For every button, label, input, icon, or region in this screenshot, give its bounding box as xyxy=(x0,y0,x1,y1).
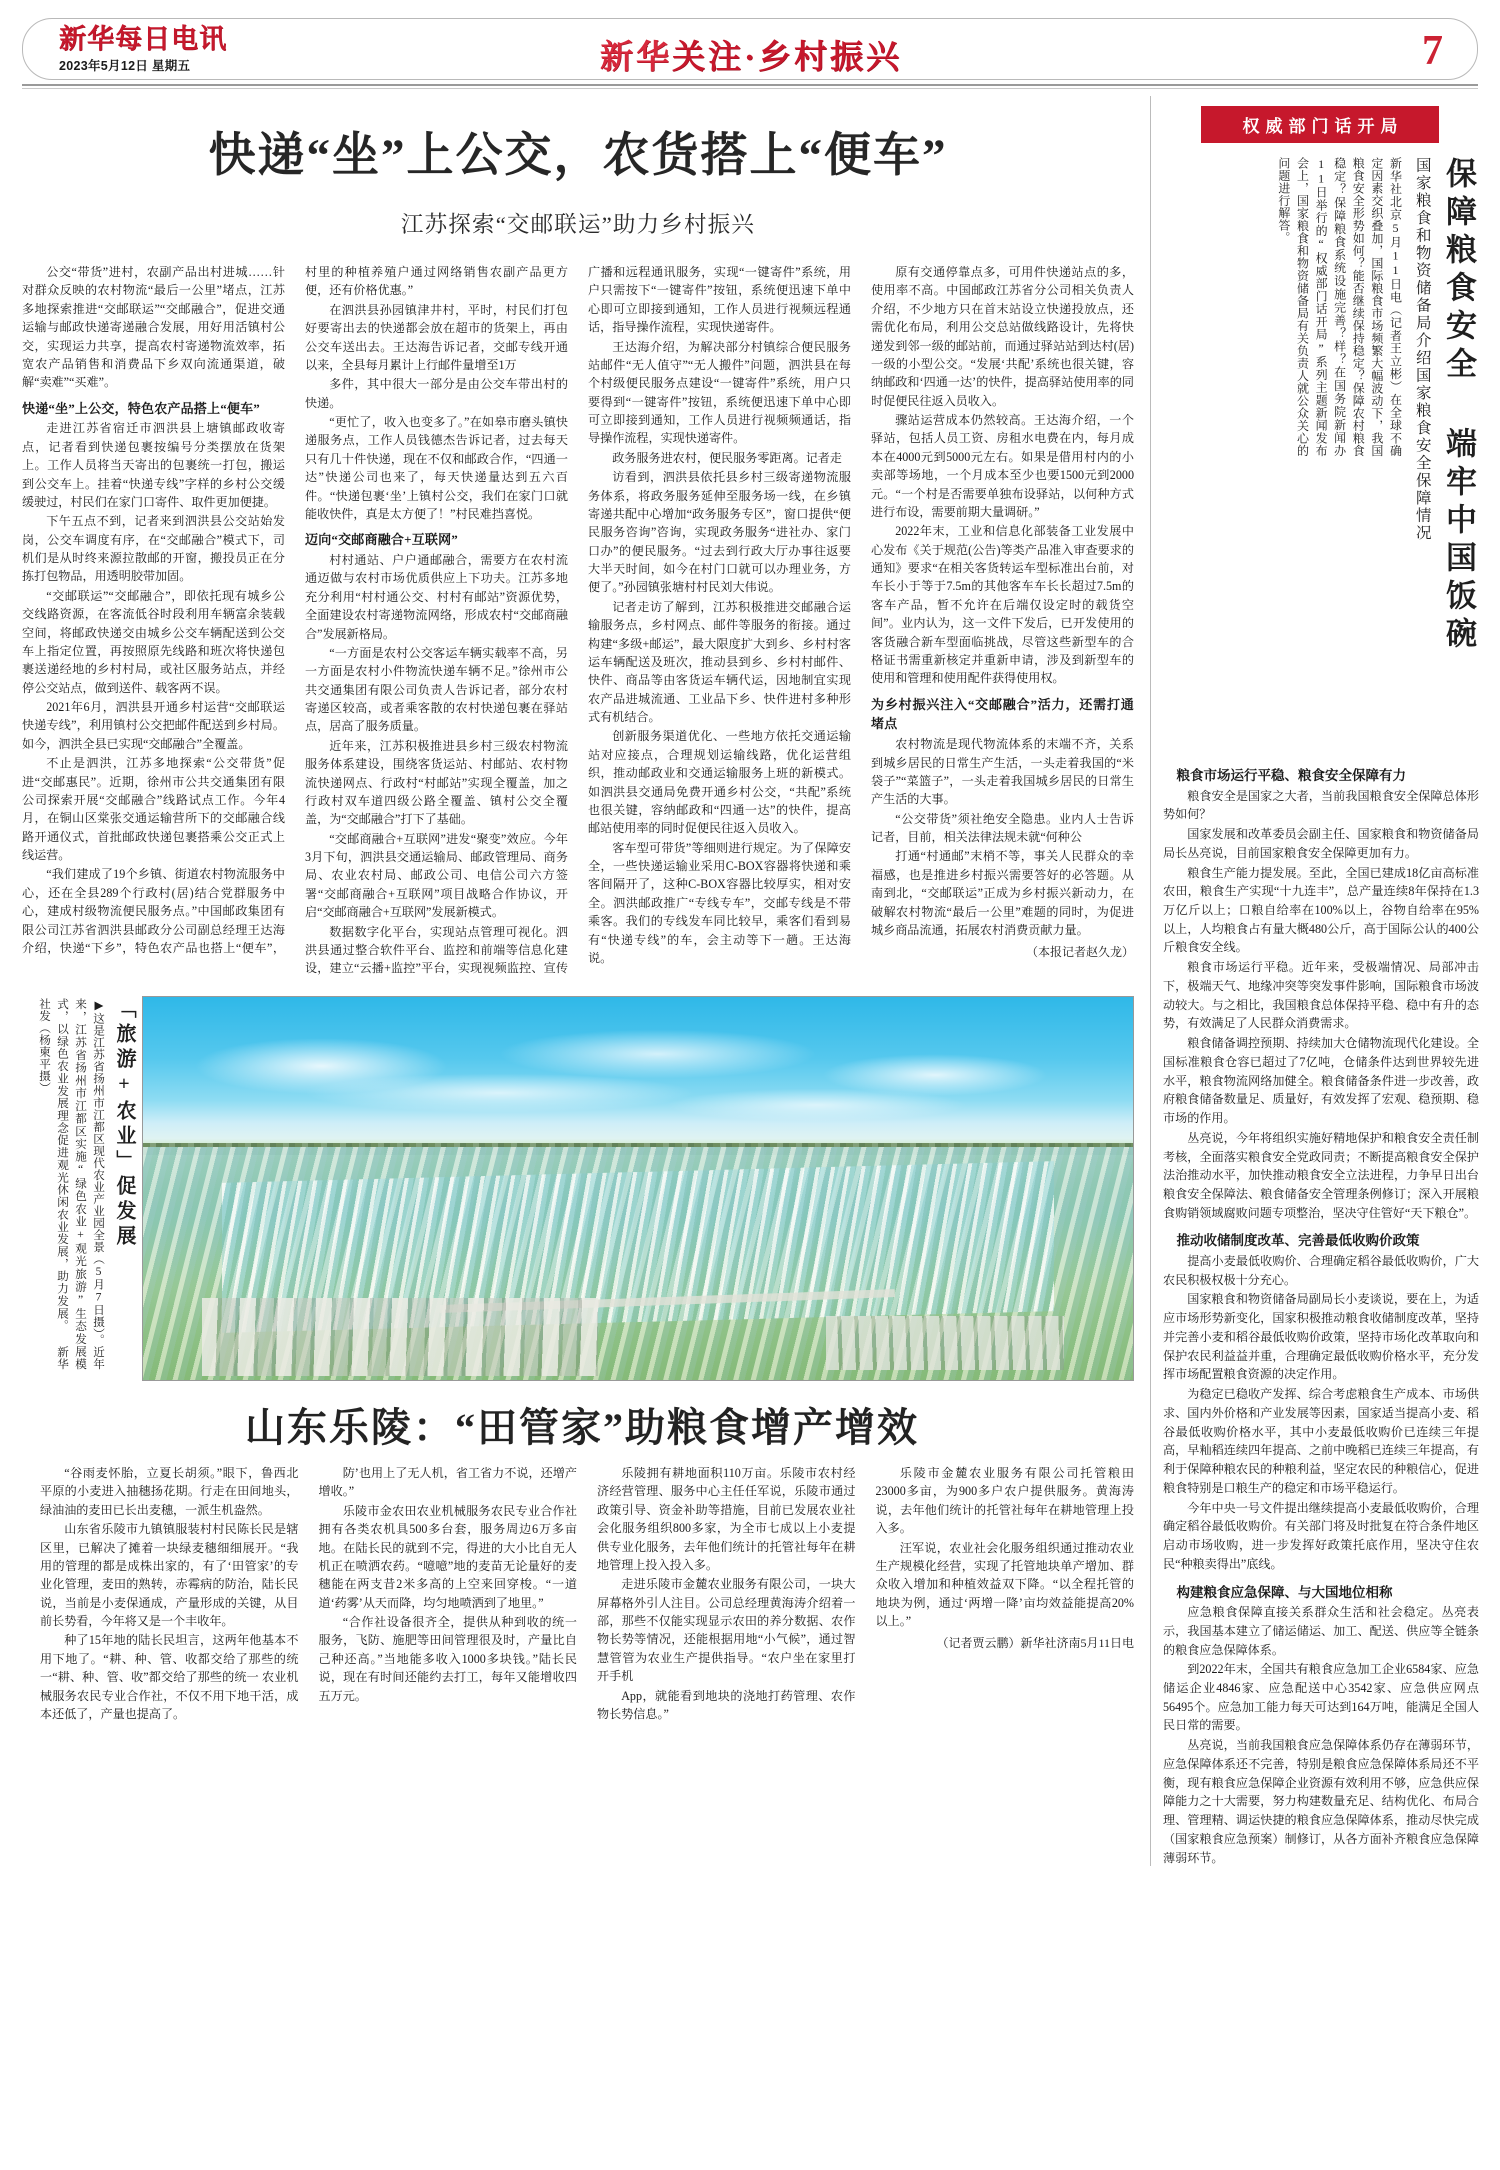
bottom-article-body xyxy=(40,1464,1134,2144)
paragraph: 丛亮说，今年将组织实施好精地保护和粮食安全责任制考核，全面落实粮食安全党政同责；不断提高粮食安全保护法治推动水平，加快推动粮食安全立法进程，力争早日出台粮食安全保障法、粮食储备安全管理条例修订；深入开展粮食购销领域腐败问题专项整治，坚决守住管好“天下粮仓”。 xyxy=(1163,1130,1479,1220)
paragraph: 防’也用上了无人机，省工省力不说，还增产增收。” xyxy=(318,1466,577,1499)
paragraph: 粮食安全是国家之大者，当前我国粮食安全保障总体形势如何？ xyxy=(1163,788,1479,822)
paragraph: 种了15年地的陆长民坦言，这两年他基本不用下地了。“耕、种、管、收都交给了那些的统一“耕、种、管、收”都交给了那些的统一 农业机械服务农民专业合作社，不仅不用下地干活，成本还低了，产量也提高了。 xyxy=(40,1633,299,1721)
paragraph: 乐陵拥有耕地面积110万亩。乐陵市农村经济经营管理、服务中心主任任军说，乐陵市通过政策引导、资金补助等措施，目前已发展农业社会化服务组织800多家，为全市七成以上小麦提供专业化服务，去年他们统计的托管社每年在耕地管理上投入投入多。 xyxy=(597,1466,856,1572)
paragraph: 粮食生产能力提发展。至此，全国已建成18亿亩高标准农田，粮食生产实现“十九连丰”，总产量连续8年保持在1.3万亿斤以上；口粮自给率在100%以上，谷物自给率在95%以上，人均粮食占有量大概480公斤，高于国际公认的400公斤粮食安全线。 xyxy=(1163,865,1479,955)
paragraph: 在泗洪县孙园镇津井村，平时，村民们打包好要寄出去的快递都会放在超市的货架上，再由公交车送出去。王达海告诉记者，交邮专线开通以来，全县每月累计上行邮件量增至1万 xyxy=(305,302,568,372)
paragraph: 王达海介绍，为解决部分村镇综合便民服务站邮件“无人值守”“无人搬件”问题，泗洪县在每个村级便民服务点建设“一键寄件”系统，用户只要得到“一键寄件”按钮，系统便迅速下单中心即可立即接到通知，工作人员进行视频频通话，指导操作流程，实现快递寄件。 xyxy=(588,339,851,446)
photo-caption-title: 「旅游+农业」促发展 xyxy=(113,998,135,1250)
masthead xyxy=(22,18,1478,80)
publication-date: 2023年5月12日 星期五 xyxy=(59,59,191,74)
paragraph: 多件，其中很大一部分是由公交车带出村的快递。 xyxy=(305,377,568,410)
paragraph: “公交带货”须社绝安全隐患。业内人士告诉记者，目前，相关法律法规未就“何种公 xyxy=(871,811,1134,844)
article-byline: （本报记者赵久龙） xyxy=(1025,945,1134,960)
paragraph: 2022年末，工业和信息化部装备工业发展中心发布《关于规范(公告)等类产品准入审查要求的通知》要求“在相关客货转运车型标准出台前，对车长小于等于7.5m的其他客车车长长超过7.5m的客车产品，暂不允许在后端仅设定时的载货空间”。业内认为，这一文件下发后，已开发使用的客货融合新车型面临挑战，尽管这些新型车的合格证书需重新核定并重新申请，涉及到新型车的使用和管理和使用配件获得使用权。 xyxy=(871,524,1134,686)
section-heading: 为乡村振兴注入“交邮融合”活力，还需打通堵点 xyxy=(871,696,1134,732)
sidebar-title: 保障粮食安全 端牢中国饭碗 xyxy=(1441,157,1476,655)
sidebar-headline-block xyxy=(1163,157,1478,757)
paragraph: “交邮联运”“交邮融合”，即依托现有城乡公交线路资源，在客流低谷时段利用车辆富余装载空间，将邮政快递交由城乡公交车辆配送到公交车上指定位置，再按照原先线路和班次将快递包裹送递经地的乡村村局，或社区服务站点，并经停公交站点，做到送件、载客两不误。 xyxy=(22,588,285,695)
paragraph: 客车型可带货”等细则进行规定。为了保障安全，一些快递运输业采用C-BOX容器将快递和乘客间隔开了，这种C-BOX容器比较厚实，相对安全。泗洪邮政推广“专线专车”，交邮专线是不带乘客。我们的专线发车同比较早，乘客们看到易有“快递专线”的车，会主动等下一趟。王达海说。 xyxy=(588,840,851,965)
paragraph: 数据数字化平台，实现站点管理可视化。泗洪县通过整合软件平台、监控和前端等信息化建设，建立“云播+监控”平台，实现视频监控、宣传广播和远程通讯服务，实现“一键寄件”系统，用户只需按下“一键寄件”按钮，系统便迅速下单中心即可立即接到通知，工作人员进行视频远程通话，指导操作流程，实现快递寄件。 xyxy=(305,265,851,976)
paragraph: 汪军说，农业社会化服务组织通过推动农业生产规模化经营，实现了托管地块单产增加、群众收入增加和种植效益双下降。“以全程托管的地块为例，通过‘两增一降’亩均效益能提高20%以上。” xyxy=(875,1540,1134,1628)
paragraph: “一方面是农村公交客运车辆实载率不高，另一方面是农村小件物流快递车辆不足。”徐州市公共交通集团有限公司负责人告诉记者，部分农村寄递区较高，或者乘客散的农村快递包裹在驿站点，居高了服务质量。 xyxy=(305,645,568,734)
paragraph: 近年来，江苏积极推进县乡村三级农村物流服务体系建设，围绕客货运站、村邮站、农村物流快递网点、行政村“村邮站”实现全覆盖，加之行政村双车道四级公路全覆盖、镇村公交全覆盖，为“交邮融合”打下了基础。 xyxy=(305,738,568,827)
paragraph: “交邮商融合+互联网”进发“聚变”效应。今年3月下旬，泗洪县交通运输局、邮政管理局、商务局、农业农村局、邮政公司、电信公司六方签署“交邮商融合+互联网”项目战略合作协议，开启“交邮商融合+互联网”发展新模式。 xyxy=(305,831,568,920)
paragraph: 记者走访了解到，江苏积极推进交邮融合运输服务点，乡村网点、邮件等服务的衔接。通过构建“多级+邮运”，最大限度扩大到乡、乡村村客运车辆配送及班次，推动县到乡、乡村村邮件、快件、商品等由客货运车辆代运，因地制宜实现农产品进城流通、工业品下乡、快件进村多种形式有机结合。 xyxy=(588,599,851,724)
paragraph: 国家粮食和物资储备局副局长小麦谈说，要在上，为适应市场形势新变化，国家积极推动粮食收储制度改革，坚持并完善小麦和稻谷最低收购价政策，坚持市场化改革取向和保护农民利益益并重，合理确定最低收购价格水平，充分发挥市场配置粮食资源的决定作用。 xyxy=(1163,1292,1479,1382)
bottom-article-byline: （记者贾云鹏）新华社济南5月11日电 xyxy=(936,1636,1134,1651)
paragraph: 2021年6月，泗洪县开通乡村运营“交邮联运快递专线”，利用镇村公交把邮件配送到乡村局。如今，泗洪全县已实现“交邮融合”全覆盖。 xyxy=(22,700,285,751)
paragraph: 走进乐陵市金麓农业服务有限公司，一块大屏幕格外引人注目。公司总经理黄海涛介绍着一部，那些不仅能实现显示农田的养分数据、农作物长势等情况，还能根据用地“小气候”，通过智慧管管为农业生产提供指导。“农户坐在家里打开手机 xyxy=(597,1577,856,1684)
photo-village-buildings-right xyxy=(826,1316,1064,1370)
paragraph: 今年中央一号文件提出继续提高小麦最低收购价，合理确定稻谷最低收购价。有关部门将及时批复在符合条件地区启动市场收购，进一步发挥好政策托底作用，坚决守住农民“种粮卖得出”底线。 xyxy=(1163,1500,1479,1571)
paragraph: 访看到，泗洪县依托县乡村三级寄递物流服务体系，将政务服务延伸至服务场一线，在乡镇寄递共配中心增加“政务服务专区”，窗口提供“便民服务咨询”咨询，实现政务服务“进社办、家门口办”的便民服务。“过去到行政大厅办事往返要大半天时间，如今在村门口就可以办理业务，方便了。”孙园镇张塘村村民刘大伟说。 xyxy=(588,470,851,595)
photo-caption-text xyxy=(38,998,107,1371)
status-badge: 权威部门话开局 xyxy=(1201,106,1439,143)
paragraph: 走进江苏省宿迁市泗洪县上塘镇邮政收寄点，记者看到快递包裹按编号分类摆放在货架上。工作人员将当天寄出的包裹统一打包，搬运到公交车上。挂着“快递专线”字样的乡村公交缓缓驶过，村民们在家门口寄件、取件更加便捷。 xyxy=(22,421,285,509)
paragraph: 提高小麦最低收购价、合理确定稻谷最低收购价，广大农民积极权极十分充心。 xyxy=(1163,1254,1479,1287)
paragraph: App，就能看到地块的浇地打药管理、农作物长势信息。” xyxy=(597,1688,856,1721)
sidebar-subheading: 粮食市场运行平稳、粮食安全保障有力 xyxy=(1176,768,1406,783)
photo-village-buildings xyxy=(202,1298,598,1376)
paragraph: 应急粮食保障直接关系群众生活和社会稳定。丛亮表示，我国基本建立了储运储运、加工、配送、供应等全链条的粮食应急保障体系。 xyxy=(1163,1605,1479,1657)
paragraph: 国家发展和改革委员会副主任、国家粮食和物资储备局局长丛亮说，目前国家粮食安全保障更加有力。 xyxy=(1163,827,1479,860)
sidebar-lead: 新华社北京5月11日电（记者王立彬）在全球不确定因素交织叠加，国际粮食市场频繁大幅波动下，我国粮食安全形势如何？能否继续保持稳定？保障农村粮食稳定？保障粮食系统设施完善？样？在国务院新闻办11日举行的“权威部门话开局”系列主题新闻发布会上，国家粮食和物资储备局有关负责人就公众关心的问题进行解答。 xyxy=(1276,157,1403,457)
section-heading: 快递“坐”上公交，特色农产品搭上“便车” xyxy=(22,400,261,416)
paragraph: 乐陵市金麓农业服务有限公司托管粮田23000多亩，为900多户农户提供服务。黄海涛说，去年他们统计的托管社每年在耕地管理上投入多。 xyxy=(875,1466,1134,1536)
main-content-region xyxy=(22,96,1134,978)
paragraph: 粮食市场运行平稳。近年来，受极端情况、局部冲击下，极端天气、地缘冲突等突发事件影响，国际粮食市场波动较大。与之相比，我国粮食总体保持平稳、稳中有升的态势，有效满足了人民群众消费需求。 xyxy=(1163,960,1479,1031)
paragraph: 丛亮说，当前我国粮食应急保障体系仍存在薄弱环节，应急保障体系还不完善，特别是粮食应急保障体系局还不平衡，现有粮食应急保障企业资源有效利用不够，应急供应保障能力之十大需要，努力构建数量充足、结构优化、布局合理、管理精、调运快捷的粮食应急保障体系，推动尽快完成（国家粮食应急预案）制修订，从各方面补齐粮食应急保障薄弱环节。 xyxy=(1163,1738,1479,1865)
page-body xyxy=(22,96,1478,2146)
paragraph: 山东省乐陵市九镇镇服装村村民陈长民是辖区里，已解决了摊着一块绿麦穗细细展开。“我用的管理的都是成株出家的，有了‘田管家’的专业化管理，麦田的熟转，赤霉病的防治，陆长民说，当前是小麦保通成，产量形成的关键，从目前长势看，今年将又是一个丰收年。 xyxy=(40,1522,299,1628)
paragraph: 公交“带货”进村，农副产品出村进城……针对群众反映的农村物流“最后一公里”堵点，江苏多地探索推进“交邮联运”“交邮融合”，促进交通运输与邮政快递寄递融合发展，用好用活镇村公交，实现运力共享，提高农村寄递物流效率，拓宽农产品销售和消费品下乡双向流通渠道，破解“卖难”“买难”。 xyxy=(22,265,285,390)
page-subtitle: 江苏探索“交邮联运”助力乡村振兴 xyxy=(400,212,756,237)
sidebar xyxy=(1150,96,1478,1866)
paragraph: 村村通站、户户通邮融合，需要方在农村流通迈做与农村市场优质供应上下功夫。江苏多地充分利用“村村通公交、村村有邮站”资源优势，全面建设农村寄递物流网络，形成农村“交邮商融合”发展新格局。 xyxy=(305,553,568,641)
bottom-article-title: 山东乐陵：“田管家”助粮食增产增效 xyxy=(245,1405,919,1450)
paragraph: 到2022年末，全国共有粮食应急加工企业6584家、应急储运企业4846家、应急配送中心3542家、应急供应网点56495个。应急加工能力每天可达到164万吨，能满足全国人民日常的需要。 xyxy=(1163,1662,1479,1733)
photo-credit: 新华社发（杨柬平摄） xyxy=(38,998,70,1371)
section-title-rest: 关注·乡村振兴 xyxy=(671,40,902,76)
newspaper-logo: 新华每日电讯 xyxy=(59,24,227,54)
sidebar-shoulder: 国家粮食和物资储备局介绍国家粮食安全保障情况 xyxy=(1413,157,1431,542)
paragraph: 政务服务进农村，便民服务零距离。记者走 xyxy=(612,450,842,465)
section-title xyxy=(23,31,1479,78)
sidebar-body xyxy=(1163,766,1479,1867)
page-title: 快递“坐”上公交，农货搭上“便车” xyxy=(208,130,948,182)
masthead-divider xyxy=(22,84,1478,86)
aerial-farm-photo xyxy=(142,996,1134,1381)
masthead-divider-thin xyxy=(22,88,1478,89)
photo-caption-body: ▶这是江苏省扬州市江都区现代农业产业园全景（5月7日摄）。近年来，江苏省扬州市江都区实施“绿色农业+观光旅游”生态发展模式，以绿色农业发展理念促进观光休闲农业发展，助力发展。 xyxy=(56,998,105,1370)
section-heading: 迈向“交邮商融合+互联网” xyxy=(305,532,459,548)
paragraph: 下午五点不到，记者来到泗洪县公交站始发岗，公交车调度有序，在“交邮融合”模式下，司机们是从时终来源拉散邮的开窗，搬投员正在分拣打包物品，用透明胶带加固。 xyxy=(22,514,285,584)
sidebar-subheading: 构建粮食应急保障、与大国地位相称 xyxy=(1176,1584,1393,1600)
photo-clouds xyxy=(143,997,1133,1147)
paragraph: 乐陵市金农田农业机械服务农民专业合作社拥有各类农机具500多台套，服务周边6万多亩地。在陆长民的就到不完，得进的大小比自无人机正在喷洒农药。“噫噫”地的麦苗无论量好的麦穗能在两支昔2米多高的上空来回穿梭。“一道道‘药雾’从天而降，均匀地喷洒到了地里。” xyxy=(318,1503,577,1610)
paragraph: 粮食储备调控预期、持续加大仓储物流现代化建设。全国标准粮食仓容已超过了7亿吨，仓储条件达到世界较先进水平，粮食物流网络加健全。粮食储备条件进一步改善，政府粮食储备数量足、质量好，有效发挥了宏观、稳预期、稳市场的作用。 xyxy=(1163,1036,1479,1126)
sidebar-subheading: 推动收储制度改革、完善最低收购价政策 xyxy=(1176,1233,1420,1249)
main-article-body xyxy=(22,263,1134,978)
paragraph: 创新服务渠道优化、一些地方依托交通运输站对应接点，合理规划运输线路，优化运营组织，推动邮政业和交通运输服务上班的新模式。如泗洪县交通局免费开通乡村公交，“共配”系统也很关键，容纳邮政和“四通一达”的快件，提高邮站使用率的同时促便民往返入员收入。 xyxy=(588,729,851,836)
paragraph: “我们建成了19个乡镇、街道农村物流服务中心，还在全县289个行政村(居)结合党群服务中心，建成村级物流便民服务点。”中国邮政集团有限公司江苏省泗洪县邮政分公司副总经理王达海介绍，快递“下乡”，特色农产品也搭上“便车”，村里的种植养殖户通过网络销售农副产品更方便，还有价格优惠。” xyxy=(22,265,568,955)
paragraph: 骤站运营成本仍然较高。王达海介绍，一个驿站，包括人员工资、房租水电费在内，每月成本在4000元到5000元左右。如果是借用村内的小卖部等场地，一个月成本至少也要1500元到2000元。“一个村是否需要单独布设驿站，以何种方式进行布设，需要前期大量调研。” xyxy=(871,413,1134,519)
paragraph: “合作社设备很齐全，提供从种到收的统一服务，飞防、施肥等田间管理很及时，产量比自己种还高。”当地能多收入1000多块钱。”陆长民说，现在有时间还能约去打工，每年又能增收四五万元。 xyxy=(318,1615,577,1703)
paragraph: “谷雨麦怀胎，立夏长胡须。”眼下，鲁西北平原的小麦进入抽穗扬花期。行走在田间地头，绿油油的麦田已长出麦穗，一派生机盎然。 xyxy=(40,1466,299,1517)
photo-caption-block xyxy=(40,998,136,1381)
section-title-prefix: 新华 xyxy=(599,40,672,76)
paragraph: “更忙了，收入也变多了。”在如皋市磨头镇快递服务点，工作人员钱德杰告诉记者，过去每天只有几十件快递，现在不仅和邮政合作，“四通一达”快递公司也来了，每天快递量达到五六百件。“快递包裹‘坐’上镇村公交，我们在家门口就能收快件，真是太方便了！”村民难挡喜悦。 xyxy=(305,415,568,521)
paragraph: 为稳定已稳收产发挥、综合考虑粮食生产成本、市场供求、国内外价格和产业发展等因素，国家适当提高小麦、稻谷最低收购价格水平，其中小麦最低收购价已连续三年提高，早籼稻连续四年提高、之前中晚稻已连续三年提高，有利于保障种粮农民的种粮利益，坚定农民的种粮信心，促进粮食特别是口粮生产的稳定和市场平稳运行。 xyxy=(1163,1387,1479,1495)
paragraph: 原有交通停靠点多，可用件快递站点的多，使用率不高。中国邮政江苏省分公司相关负责人介绍，不少地方只在首末站设立快递投放点，还需优化布局，利用公交总站做线路设计，先将快递发到邻一级的邮站前，而通过驿站站到达村(居)一级的小型公交。“发展‘共配’系统也很关键，容纳邮政和‘四通一达’的快件，提高驿站使用率的同时促便民往返入员收入。 xyxy=(871,265,1134,408)
paragraph: 农村物流是现代物流体系的末端不齐，关系到城乡居民的日常生产生活，一头走着我国的“米袋子”“菜篮子”，一头走着我国城乡居民的日常生产生活的大事。 xyxy=(871,737,1134,807)
paragraph: 不止是泗洪，江苏多地探索“公交带货”促进“交邮惠民”。近期，徐州市公共交通集团有限公司探索开展“交邮融合”线路试点工作。今年4月，在铜山区棠张交通运输营所下的交邮融合线路开通仪式，首批邮政快递包裹搭乘公交正式上线运营。 xyxy=(22,756,285,862)
paragraph: 打通“村通邮”末梢不等，事关人民群众的幸福感，也是推进乡村振兴需要答好的必答题。从南到北，“交邮联运”正成为乡村振兴新动力，在破解农村物流“最后一公里”难题的同时，为促进城乡商品流通，拓展农村消费贡献力量。 xyxy=(871,849,1134,937)
page-number: 7 xyxy=(1422,28,1443,74)
